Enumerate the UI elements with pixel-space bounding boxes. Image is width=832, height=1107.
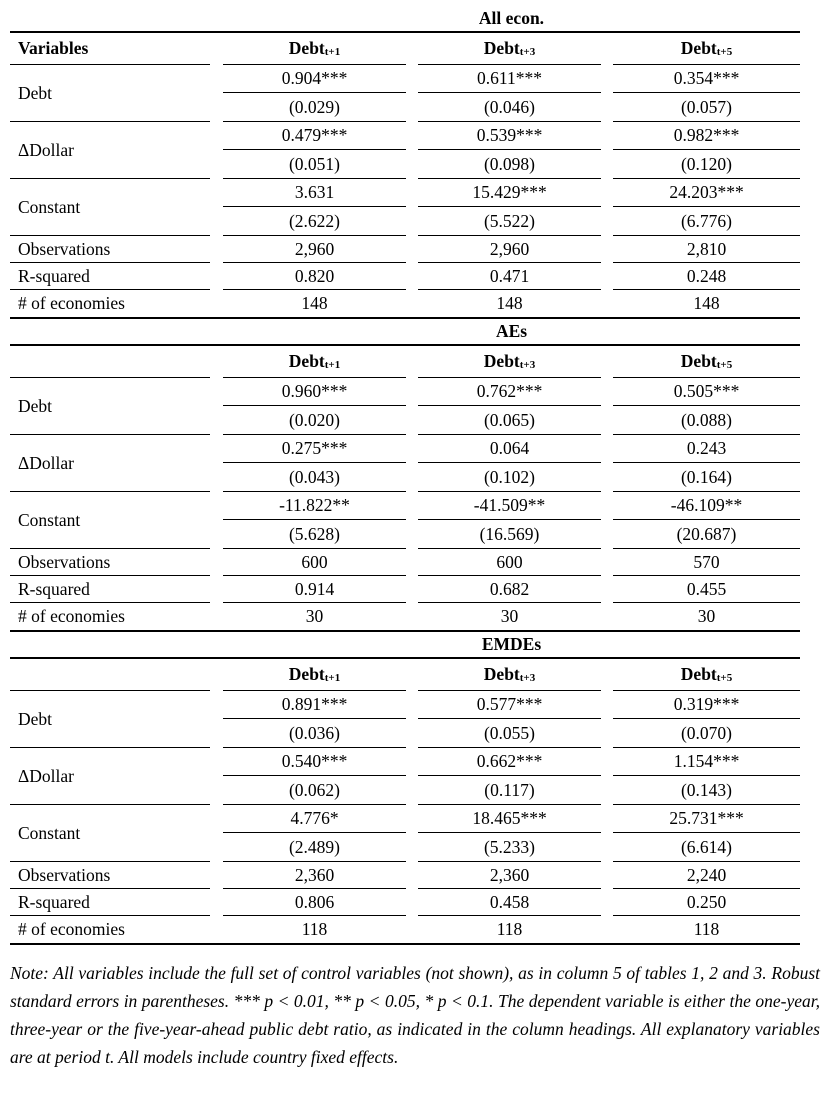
value-cell bbox=[223, 435, 406, 492]
column-header-base: Debt bbox=[288, 38, 325, 58]
std-error: (0.098) bbox=[483, 153, 536, 174]
std-error: (5.233) bbox=[483, 836, 536, 857]
column-header-debt-t3 bbox=[418, 659, 601, 691]
variable-row-debt bbox=[10, 691, 800, 748]
variable-row-constant bbox=[10, 179, 800, 236]
coefficient: 1.154*** bbox=[613, 748, 800, 776]
value-cell bbox=[613, 65, 800, 122]
std-error: (0.143) bbox=[680, 779, 733, 800]
column-header-row bbox=[10, 33, 800, 65]
coefficient: 0.762*** bbox=[418, 378, 601, 406]
stat-label: R-squared bbox=[10, 889, 210, 916]
column-header-subscript: t+5 bbox=[716, 46, 733, 58]
variable-row-debt bbox=[10, 65, 800, 122]
stat-label: # of economies bbox=[18, 293, 125, 313]
stat-value: 0.248 bbox=[613, 263, 800, 290]
panel-all-econ bbox=[10, 6, 800, 319]
std-error: (0.055) bbox=[483, 722, 536, 743]
panel-title-row bbox=[10, 319, 800, 346]
coefficient: 0.982*** bbox=[613, 122, 800, 150]
value-cell bbox=[418, 378, 601, 435]
value-cell bbox=[223, 122, 406, 179]
coefficient: 0.540*** bbox=[223, 748, 406, 776]
variable-label: Constant bbox=[10, 179, 210, 236]
coefficient: 24.203*** bbox=[613, 179, 800, 207]
column-header-base: Debt bbox=[680, 38, 717, 58]
stat-row-observations bbox=[10, 862, 800, 889]
value-cell bbox=[613, 805, 800, 862]
std-error: (0.020) bbox=[288, 409, 341, 430]
stat-value: 0.250 bbox=[613, 889, 800, 916]
std-error: (0.029) bbox=[288, 96, 341, 117]
value-cell bbox=[613, 378, 800, 435]
std-error: (0.164) bbox=[680, 466, 733, 487]
value-cell bbox=[223, 748, 406, 805]
stat-row-rsquared bbox=[10, 576, 800, 603]
stat-value: 30 bbox=[500, 606, 519, 626]
coefficient: 0.904*** bbox=[223, 65, 406, 93]
stat-row-observations bbox=[10, 549, 800, 576]
value-cell bbox=[223, 179, 406, 236]
coefficient: 0.354*** bbox=[613, 65, 800, 93]
coefficient: 0.539*** bbox=[418, 122, 601, 150]
stat-label: R-squared bbox=[10, 576, 210, 603]
stat-value: 0.455 bbox=[613, 576, 800, 603]
column-header-base: Debt bbox=[288, 351, 325, 371]
value-cell bbox=[223, 378, 406, 435]
stat-value: 118 bbox=[301, 919, 328, 939]
column-header-debt-t5 bbox=[613, 33, 800, 65]
std-error: (0.057) bbox=[680, 96, 733, 117]
std-error: (0.043) bbox=[288, 466, 341, 487]
stat-label: # of economies bbox=[18, 919, 125, 939]
stat-label: Observations bbox=[10, 549, 210, 576]
variable-row-dollar bbox=[10, 122, 800, 179]
stat-value: 2,960 bbox=[418, 236, 601, 263]
std-error: (0.046) bbox=[483, 96, 536, 117]
stat-value: 0.914 bbox=[223, 576, 406, 603]
column-header-row bbox=[10, 659, 800, 691]
coefficient: 3.631 bbox=[223, 179, 406, 207]
stat-value: 118 bbox=[693, 919, 720, 939]
stat-value: 148 bbox=[693, 293, 720, 313]
coefficient: 0.611*** bbox=[418, 65, 601, 93]
coefficient: 0.319*** bbox=[613, 691, 800, 719]
stat-row-economies bbox=[10, 603, 800, 630]
column-header-debt-t5 bbox=[613, 346, 800, 378]
panel-title: AEs bbox=[495, 321, 528, 341]
variable-label: ΔDollar bbox=[10, 435, 210, 492]
column-header-debt-t3 bbox=[418, 33, 601, 65]
std-error: (5.628) bbox=[288, 523, 341, 544]
column-header-debt-t1 bbox=[223, 346, 406, 378]
variable-label: ΔDollar bbox=[10, 122, 210, 179]
variable-row-dollar bbox=[10, 748, 800, 805]
variable-label: Debt bbox=[10, 691, 210, 748]
variable-label: Debt bbox=[10, 378, 210, 435]
column-header-row bbox=[10, 346, 800, 378]
value-cell bbox=[418, 492, 601, 549]
std-error: (0.120) bbox=[680, 153, 733, 174]
coefficient: 15.429*** bbox=[418, 179, 601, 207]
coefficient: 0.577*** bbox=[418, 691, 601, 719]
stat-value: 570 bbox=[613, 549, 800, 576]
coefficient: 0.243 bbox=[613, 435, 800, 463]
value-cell bbox=[223, 65, 406, 122]
column-header-debt-t1 bbox=[223, 659, 406, 691]
column-header-base: Debt bbox=[680, 351, 717, 371]
stat-value: 0.820 bbox=[223, 263, 406, 290]
stat-label: Observations bbox=[10, 862, 210, 889]
column-header-subscript: t+1 bbox=[324, 672, 341, 684]
column-header-base: Debt bbox=[483, 351, 520, 371]
std-error: (0.065) bbox=[483, 409, 536, 430]
panel-emdes bbox=[10, 632, 800, 945]
std-error: (0.070) bbox=[680, 722, 733, 743]
stat-label: # of economies bbox=[18, 606, 125, 626]
stat-value: 30 bbox=[697, 606, 716, 626]
coefficient: 0.505*** bbox=[613, 378, 800, 406]
value-cell bbox=[223, 492, 406, 549]
std-error: (0.051) bbox=[288, 153, 341, 174]
coefficient: 4.776* bbox=[223, 805, 406, 833]
value-cell bbox=[418, 179, 601, 236]
variables-column-header bbox=[10, 346, 210, 378]
column-header-base: Debt bbox=[680, 664, 717, 684]
coefficient: -46.109** bbox=[613, 492, 800, 520]
stat-value: 2,360 bbox=[418, 862, 601, 889]
stat-value: 148 bbox=[301, 293, 328, 313]
std-error: (6.776) bbox=[680, 210, 733, 231]
std-error: (2.489) bbox=[288, 836, 341, 857]
value-cell bbox=[613, 748, 800, 805]
column-header-debt-t1 bbox=[223, 33, 406, 65]
coefficient: 0.662*** bbox=[418, 748, 601, 776]
stat-row-rsquared bbox=[10, 889, 800, 916]
panel-title-row bbox=[10, 6, 800, 33]
stat-value: 0.806 bbox=[223, 889, 406, 916]
column-header-subscript: t+5 bbox=[716, 359, 733, 371]
std-error: (2.622) bbox=[288, 210, 341, 231]
stat-label: Observations bbox=[10, 236, 210, 263]
regression-table bbox=[10, 6, 800, 945]
stat-row-economies bbox=[10, 290, 800, 317]
std-error: (5.522) bbox=[483, 210, 536, 231]
stat-value: 30 bbox=[305, 606, 324, 626]
variable-label: Constant bbox=[10, 492, 210, 549]
value-cell bbox=[613, 492, 800, 549]
panel-title: EMDEs bbox=[481, 634, 542, 654]
value-cell bbox=[418, 65, 601, 122]
column-header-debt-t3 bbox=[418, 346, 601, 378]
column-header-base: Debt bbox=[288, 664, 325, 684]
std-error: (20.687) bbox=[676, 523, 737, 544]
variable-row-constant bbox=[10, 492, 800, 549]
stat-value: 0.458 bbox=[418, 889, 601, 916]
stat-value: 148 bbox=[496, 293, 523, 313]
column-header-subscript: t+5 bbox=[716, 672, 733, 684]
panel-title: All econ. bbox=[478, 8, 545, 28]
coefficient: -11.822** bbox=[223, 492, 406, 520]
stat-row-observations bbox=[10, 236, 800, 263]
std-error: (0.088) bbox=[680, 409, 733, 430]
stat-value: 2,960 bbox=[223, 236, 406, 263]
std-error: (0.062) bbox=[288, 779, 341, 800]
column-header-debt-t5 bbox=[613, 659, 800, 691]
variables-column-header bbox=[10, 659, 210, 691]
column-header-subscript: t+1 bbox=[324, 46, 341, 58]
variable-row-dollar bbox=[10, 435, 800, 492]
column-header-base: Debt bbox=[483, 38, 520, 58]
variable-label: Constant bbox=[10, 805, 210, 862]
stat-value: 600 bbox=[223, 549, 406, 576]
std-error: (0.117) bbox=[484, 779, 535, 800]
stat-value: 2,810 bbox=[613, 236, 800, 263]
value-cell bbox=[613, 122, 800, 179]
value-cell bbox=[223, 691, 406, 748]
stat-value: 600 bbox=[418, 549, 601, 576]
value-cell bbox=[418, 435, 601, 492]
value-cell bbox=[418, 122, 601, 179]
coefficient: 0.891*** bbox=[223, 691, 406, 719]
column-header-base: Debt bbox=[483, 664, 520, 684]
panel-title-row bbox=[10, 632, 800, 659]
coefficient: 0.275*** bbox=[223, 435, 406, 463]
column-header-subscript: t+3 bbox=[519, 359, 536, 371]
stat-value: 2,360 bbox=[223, 862, 406, 889]
stat-value: 0.682 bbox=[418, 576, 601, 603]
value-cell bbox=[613, 691, 800, 748]
std-error: (0.102) bbox=[483, 466, 536, 487]
std-error: (6.614) bbox=[680, 836, 733, 857]
column-header-subscript: t+3 bbox=[519, 46, 536, 58]
std-error: (16.569) bbox=[479, 523, 540, 544]
value-cell bbox=[613, 435, 800, 492]
stat-row-rsquared bbox=[10, 263, 800, 290]
value-cell bbox=[418, 691, 601, 748]
value-cell bbox=[418, 748, 601, 805]
table-note: Note: All variables include the full set of control variables (not shown), as in column 5 of tables 1, 2 and 3. Robust standard errors in parentheses. *** p < 0.01, ** p < 0.05, * p < 0.1. The dependent variable is either the one-year, three-year or the five-year-ahead public debt ratio, as indicated in the column headings. All explanatory variables are at period t. All models include country fixed effects. bbox=[10, 963, 820, 1067]
variable-label: Debt bbox=[10, 65, 210, 122]
coefficient: 0.960*** bbox=[223, 378, 406, 406]
variable-label: ΔDollar bbox=[10, 748, 210, 805]
variable-row-debt bbox=[10, 378, 800, 435]
coefficient: -41.509** bbox=[418, 492, 601, 520]
stat-value: 118 bbox=[496, 919, 523, 939]
column-header-subscript: t+1 bbox=[324, 359, 341, 371]
variable-row-constant bbox=[10, 805, 800, 862]
coefficient: 0.064 bbox=[418, 435, 601, 463]
coefficient: 18.465*** bbox=[418, 805, 601, 833]
stat-value: 2,240 bbox=[613, 862, 800, 889]
value-cell bbox=[613, 179, 800, 236]
value-cell bbox=[223, 805, 406, 862]
stat-value: 0.471 bbox=[418, 263, 601, 290]
stat-label: R-squared bbox=[10, 263, 210, 290]
variables-column-header: Variables bbox=[10, 33, 210, 65]
coefficient: 25.731*** bbox=[613, 805, 800, 833]
panel-aes bbox=[10, 319, 800, 632]
coefficient: 0.479*** bbox=[223, 122, 406, 150]
column-header-subscript: t+3 bbox=[519, 672, 536, 684]
value-cell bbox=[418, 805, 601, 862]
stat-row-economies bbox=[10, 916, 800, 943]
std-error: (0.036) bbox=[288, 722, 341, 743]
